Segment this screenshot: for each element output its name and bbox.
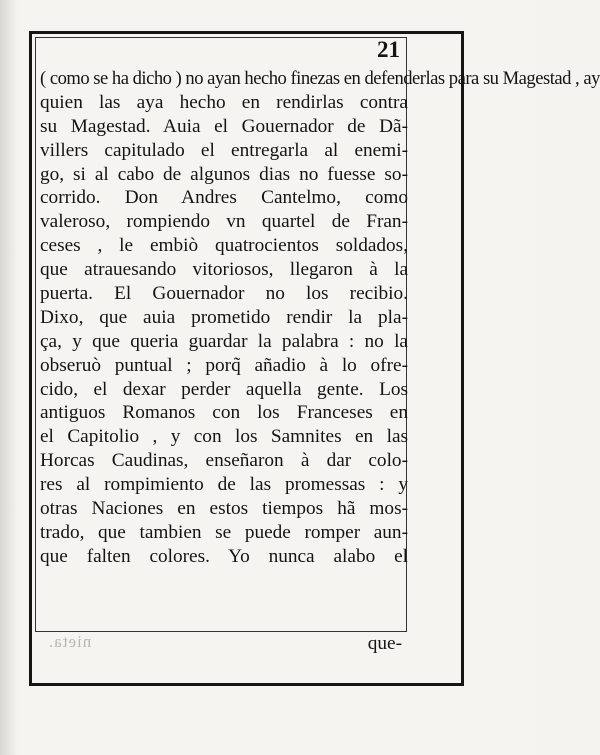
text-line: trado, que tambien se puede romper aun-	[40, 521, 408, 543]
body-text	[40, 67, 600, 569]
text-line: corrido. Don Andres Cantelmo, como	[40, 187, 408, 209]
text-line: antiguos Romanos con los Franceses en	[40, 402, 408, 424]
text-line: Horcas Caudinas, enseñaron à dar colo-	[40, 450, 408, 472]
text-line: villers capitulado el entregarla al enemi-	[40, 139, 408, 161]
gutter-shadow	[0, 0, 18, 755]
text-line: otras Naciones en estos tiempos hã mos-	[40, 498, 408, 520]
text-line: ça, y que queria guardar la palabra : no la	[40, 330, 408, 352]
text-line: que falten colores. Yo nunca alabo el	[40, 545, 408, 567]
text-line: go, si al cabo de algunos dias no fuesse so-	[40, 163, 408, 185]
text-line: res al rompimiento de las promessas : y	[40, 474, 408, 496]
text-line: ceses , le embiò quatrocientos soldados,	[40, 235, 408, 257]
text-line: su Magestad. Auia el Gouernador de Dã-	[40, 115, 408, 137]
bleed-through-text: nieta.	[48, 632, 92, 651]
text-line: el Capitolio , y con los Samnites en las	[40, 426, 408, 448]
catchword: que-	[367, 633, 402, 654]
text-line: que atrauesando vitoriosos, llegaron à la	[40, 259, 408, 281]
text-line: ( como se ha dicho ) no ayan hecho finezas en defenderlas para su Magestad , ay	[40, 68, 600, 89]
text-line: obseruò puntual ; porq̃ añadio à lo ofre-	[40, 354, 408, 376]
text-line: puerta. El Gouernador no los recibio.	[40, 283, 408, 305]
folio-number: 21	[377, 37, 400, 62]
text-line: Dixo, que auia prometido rendir la pla-	[40, 306, 408, 328]
text-line: valeroso, rompiendo vn quartel de Fran-	[40, 211, 408, 233]
text-line: quien las aya hecho en rendirlas contra	[40, 91, 408, 113]
text-line: cido, el dexar perder aquella gente. Los	[40, 378, 408, 400]
